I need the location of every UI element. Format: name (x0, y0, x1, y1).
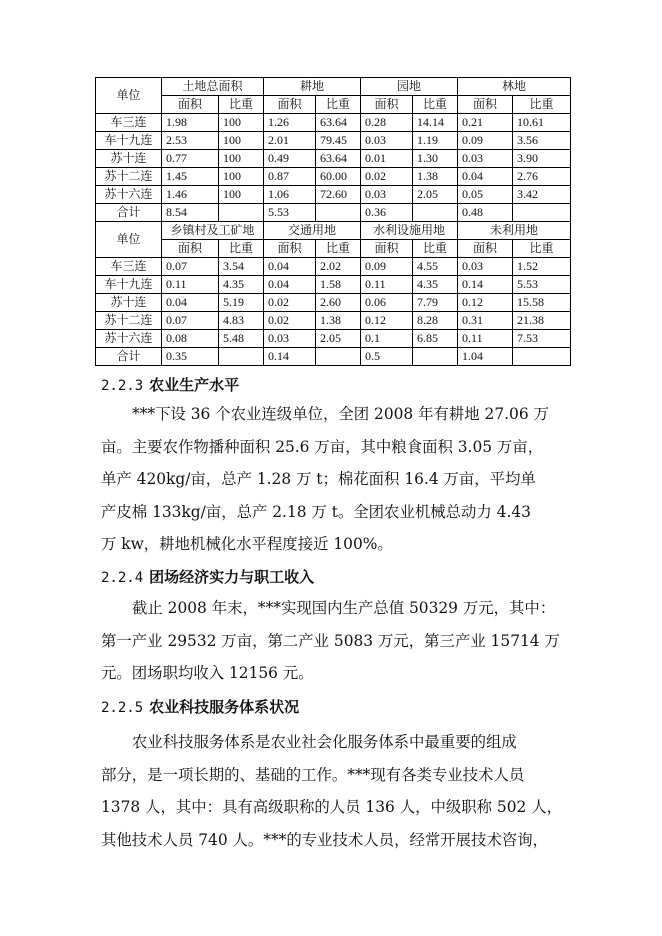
group-header: 耕地 (264, 78, 361, 96)
group-header: 水利设施用地 (361, 222, 458, 240)
table-cell: 1.04 (458, 348, 513, 366)
table-cell: 2.53 (162, 132, 219, 150)
table-cell: 0.11 (458, 330, 513, 348)
group-header: 未利用地 (458, 222, 571, 240)
group-header: 交通用地 (264, 222, 361, 240)
table-cell: 0.31 (458, 312, 513, 330)
table-cell: 4.55 (413, 258, 458, 276)
table-cell: 0.04 (458, 168, 513, 186)
table-cell: 5.19 (219, 294, 264, 312)
share-subheader: 比重 (219, 96, 264, 114)
table-cell: 100 (219, 150, 264, 168)
table-cell: 2.05 (316, 330, 361, 348)
table-cell: 3.56 (513, 132, 571, 150)
unit-name: 车三连 (96, 114, 162, 132)
table-cell: 1.46 (162, 186, 219, 204)
area-subheader: 面积 (162, 96, 219, 114)
table-cell: 0.03 (458, 150, 513, 168)
table-cell (513, 348, 571, 366)
table-cell: 1.06 (264, 186, 316, 204)
table-cell: 0.03 (361, 186, 413, 204)
table-cell: 100 (219, 186, 264, 204)
table-cell: 3.90 (513, 150, 571, 168)
table-cell: 100 (219, 132, 264, 150)
section-paragraph-2-2-5 (101, 726, 571, 856)
table-cell: 100 (219, 168, 264, 186)
section-number: 2.2.5 (101, 700, 144, 716)
table-cell: 5.48 (219, 330, 264, 348)
section-paragraph-2-2-4 (101, 592, 571, 690)
paragraph-line: 部分，是一项长期的、基础的工作。***现有各类专业技术人员 (101, 765, 525, 784)
paragraph-line: 万 kw，耕地机械化水平程度接近 100%。 (101, 535, 393, 553)
group-header: 乡镇村及工矿地 (162, 222, 264, 240)
table-cell: 2.05 (413, 186, 458, 204)
table-cell (219, 204, 264, 222)
table-cell: 6.85 (413, 330, 458, 348)
table-cell: 14.14 (413, 114, 458, 132)
table-cell: 0.77 (162, 150, 219, 168)
section-number: 2.2.3 (101, 378, 144, 394)
table-cell: 0.14 (264, 348, 316, 366)
table-row (96, 276, 571, 294)
table-row (96, 312, 571, 330)
table-cell: 0.09 (361, 258, 413, 276)
unit-name: 车十九连 (96, 276, 162, 294)
area-subheader: 面积 (264, 96, 316, 114)
paragraph-line: 农业科技服务体系是农业社会化服务体系中最重要的组成 (132, 733, 517, 751)
table-cell: 2.60 (316, 294, 361, 312)
paragraph-line: 其他技术人员 740 人。***的专业技术人员，经常开展技术咨询， (101, 830, 549, 849)
unit-name: 苏十连 (96, 294, 162, 312)
paragraph-line: 截止 2008 年末，***实现国内生产总值 50329 万元，其中： (132, 599, 556, 617)
table-cell: 0.87 (264, 168, 316, 186)
area-subheader: 面积 (458, 240, 513, 258)
table-cell: 5.53 (264, 204, 316, 222)
unit-name: 苏十二连 (96, 312, 162, 330)
table-row (96, 258, 571, 276)
section-title: 农业生产水平 (149, 376, 240, 394)
table-cell: 0.07 (162, 312, 219, 330)
section-heading-2-2-5 (101, 697, 299, 718)
table-cell (316, 348, 361, 366)
table-cell (219, 348, 264, 366)
unit-name: 苏十连 (96, 150, 162, 168)
table-cell: 0.36 (361, 204, 413, 222)
share-subheader: 比重 (413, 240, 458, 258)
share-subheader: 比重 (513, 96, 571, 114)
share-subheader: 比重 (513, 240, 571, 258)
section-title: 团场经济实力与职工收入 (149, 568, 315, 586)
table-subheader-row (96, 96, 571, 114)
table-cell: 0.49 (264, 150, 316, 168)
table-cell (413, 204, 458, 222)
table-row (96, 168, 571, 186)
table-row (96, 294, 571, 312)
table-cell: 8.54 (162, 204, 219, 222)
paragraph-line: 第一产业 29532 万亩，第二产业 5083 万元，第三产业 15714 万 (101, 631, 560, 650)
table-cell: 0.5 (361, 348, 413, 366)
table-row (96, 114, 571, 132)
land-use-table-body (96, 78, 571, 366)
unit-name: 苏十六连 (96, 330, 162, 348)
table-row (96, 132, 571, 150)
table-cell: 2.01 (264, 132, 316, 150)
table-cell: 1.19 (413, 132, 458, 150)
section-title: 农业科技服务体系状况 (149, 698, 300, 716)
unit-name: 苏十二连 (96, 168, 162, 186)
area-subheader: 面积 (264, 240, 316, 258)
group-header: 林地 (458, 78, 571, 96)
paragraph-line: 亩。主要农作物播种面积 25.6 万亩，其中粮食面积 3.05 万亩， (101, 437, 544, 456)
paragraph-line: 单产 420kg/亩，总产 1.28 万 t；棉花面积 16.4 万亩，平均单 (101, 470, 536, 488)
table-cell: 8.28 (413, 312, 458, 330)
table-cell: 10.61 (513, 114, 571, 132)
table-cell: 63.64 (316, 114, 361, 132)
table-cell: 100 (219, 114, 264, 132)
share-subheader: 比重 (219, 240, 264, 258)
table-cell: 0.12 (458, 294, 513, 312)
table-cell: 0.03 (458, 258, 513, 276)
table-cell: 4.35 (413, 276, 458, 294)
paragraph-line: ***下设 36 个农业连级单位，全团 2008 年有耕地 27.06 万 (132, 405, 549, 423)
table-cell: 1.26 (264, 114, 316, 132)
table-cell: 21.38 (513, 312, 571, 330)
table-row (96, 150, 571, 168)
area-subheader: 面积 (361, 96, 413, 114)
table-cell: 0.03 (361, 132, 413, 150)
table-cell: 0.21 (458, 114, 513, 132)
table-cell: 7.79 (413, 294, 458, 312)
table-cell: 15.58 (513, 294, 571, 312)
table-cell: 72.60 (316, 186, 361, 204)
section-paragraph-2-2-3 (101, 398, 571, 561)
table-cell: 1.45 (162, 168, 219, 186)
table-cell: 79.45 (316, 132, 361, 150)
table-cell: 0.07 (162, 258, 219, 276)
paragraph-line: 元。团场职均收入 12156 元。 (101, 664, 314, 682)
table-cell: 0.02 (361, 168, 413, 186)
table-cell: 60.00 (316, 168, 361, 186)
area-subheader: 面积 (458, 96, 513, 114)
table-cell: 0.08 (162, 330, 219, 348)
table-cell (413, 348, 458, 366)
table-cell: 2.76 (513, 168, 571, 186)
table-cell: 1.38 (413, 168, 458, 186)
paragraph-line: 1378 人，其中：具有高级职称的人员 136 人，中级职称 502 人， (101, 798, 562, 816)
total-label: 合计 (96, 348, 162, 366)
unit-header: 单位 (96, 78, 162, 114)
table-cell: 0.12 (361, 312, 413, 330)
table-cell: 0.11 (361, 276, 413, 294)
table-cell: 1.58 (316, 276, 361, 294)
table-cell: 0.04 (162, 294, 219, 312)
table-total-row (96, 204, 571, 222)
table-cell: 0.35 (162, 348, 219, 366)
unit-header: 单位 (96, 222, 162, 258)
paragraph-line: 产皮棉 133kg/亩，总产 2.18 万 t。全团农业机械总动力 4.43 (101, 502, 531, 521)
table-cell: 0.28 (361, 114, 413, 132)
section-number: 2.2.4 (101, 570, 144, 586)
table-total-row (96, 348, 571, 366)
unit-name: 车三连 (96, 258, 162, 276)
section-heading-2-2-3 (101, 375, 239, 396)
table-subheader-row (96, 240, 571, 258)
table-header-row (96, 222, 571, 240)
table-cell: 0.48 (458, 204, 513, 222)
table-cell: 0.04 (264, 258, 316, 276)
table-cell: 3.54 (219, 258, 264, 276)
table-cell: 2.02 (316, 258, 361, 276)
table-row (96, 186, 571, 204)
table-cell: 0.04 (264, 276, 316, 294)
table-cell: 1.52 (513, 258, 571, 276)
table-cell: 0.09 (458, 132, 513, 150)
table-cell: 1.38 (316, 312, 361, 330)
table-cell: 0.02 (264, 312, 316, 330)
table-cell: 1.98 (162, 114, 219, 132)
table-cell (316, 204, 361, 222)
table-cell: 0.11 (162, 276, 219, 294)
table-cell: 0.05 (458, 186, 513, 204)
share-subheader: 比重 (413, 96, 458, 114)
table-cell: 0.01 (361, 150, 413, 168)
table-cell: 63.64 (316, 150, 361, 168)
table-cell: 0.06 (361, 294, 413, 312)
table-cell (513, 204, 571, 222)
group-header: 园地 (361, 78, 458, 96)
table-row (96, 330, 571, 348)
table-cell: 0.1 (361, 330, 413, 348)
group-header: 土地总面积 (162, 78, 264, 96)
unit-name: 车十九连 (96, 132, 162, 150)
share-subheader: 比重 (316, 240, 361, 258)
unit-name: 苏十六连 (96, 186, 162, 204)
table-cell: 1.30 (413, 150, 458, 168)
table-cell: 4.35 (219, 276, 264, 294)
table-cell: 7.53 (513, 330, 571, 348)
section-heading-2-2-4 (101, 567, 314, 588)
total-label: 合计 (96, 204, 162, 222)
table-cell: 3.42 (513, 186, 571, 204)
table-cell: 4.83 (219, 312, 264, 330)
table-cell: 5.53 (513, 276, 571, 294)
table-cell: 0.14 (458, 276, 513, 294)
area-subheader: 面积 (162, 240, 219, 258)
land-use-table (95, 77, 571, 366)
area-subheader: 面积 (361, 240, 413, 258)
share-subheader: 比重 (316, 96, 361, 114)
table-header-row (96, 78, 571, 96)
table-cell: 0.03 (264, 330, 316, 348)
table-cell: 0.02 (264, 294, 316, 312)
